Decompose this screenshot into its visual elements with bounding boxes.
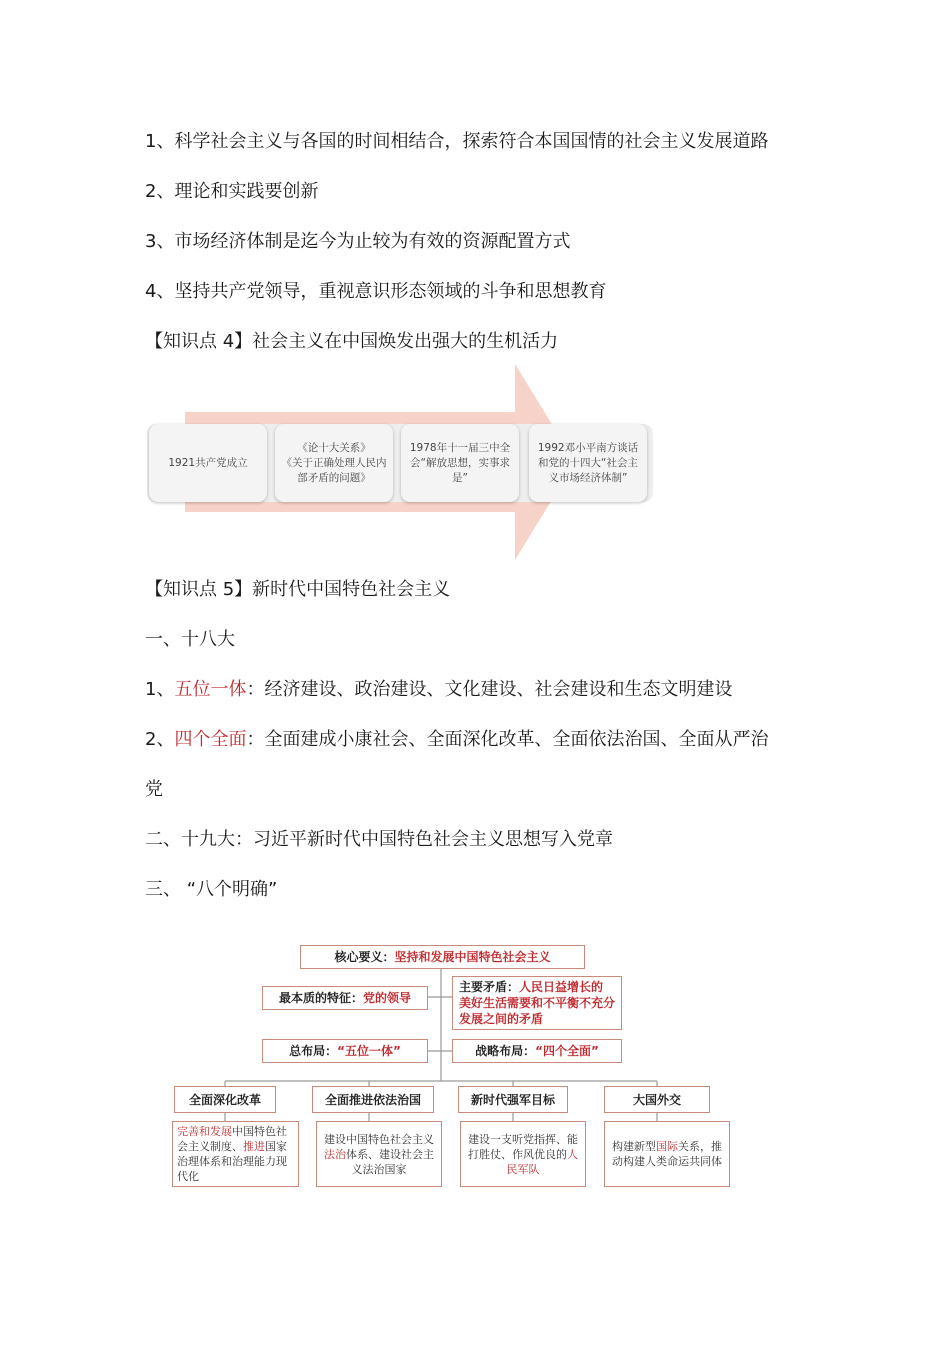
core-essence-box	[300, 945, 585, 969]
point-four-comprehensives	[145, 728, 768, 752]
detail-keyword: 人民军队	[506, 1147, 578, 1176]
section-19th-congress: 二、十九大：习近平新时代中国特色社会主义思想写入党章	[145, 829, 613, 850]
section-eight-clarifications: 三、 “八个明确”	[145, 879, 278, 900]
branch-detail-diplomacy	[604, 1121, 730, 1187]
strategic-layout-box	[452, 1039, 622, 1063]
detail-text: 中国特色社会主义制度、	[177, 1125, 287, 1153]
branch-title-diplomacy: 大国外交	[604, 1086, 710, 1113]
timeline-event-theory	[275, 424, 393, 502]
point-text: ：经济建设、政治建设、文化建设、社会建设和生态文明建设	[246, 679, 733, 700]
detail-keyword: 完善和发展	[177, 1125, 232, 1138]
point-five-in-one	[145, 678, 732, 702]
branch-title-reform: 全面深化改革	[174, 1086, 276, 1113]
essential-feature-label: 最本质的特征：	[278, 991, 363, 1005]
main-contradiction-label: 主要矛盾：	[459, 980, 520, 994]
branch-title-military: 新时代强军目标	[458, 1086, 568, 1113]
list-item-1: 1、科学社会主义与各国的时间相结合，探索符合本国国情的社会主义发展道路	[145, 131, 769, 152]
detail-keyword: 法治	[324, 1147, 346, 1161]
overall-layout-value: “五位一体”	[337, 1044, 401, 1058]
detail-text: 构建新型	[612, 1140, 656, 1153]
overall-layout-label: 总布局：	[289, 1044, 338, 1058]
branch-detail-rule-of-law	[316, 1121, 442, 1187]
core-essence-label: 核心要义：	[334, 950, 395, 964]
list-item-4: 4、坚持共产党领导，重视意识形态领域的斗争和思想教育	[145, 281, 607, 302]
main-contradiction-value: 人民日益增长的美好生活需要和不平衡不充分发展之间的矛盾	[459, 980, 616, 1026]
timeline-event-1978: 1978年十一届三中全会“解放思想，实事求是”	[401, 424, 519, 502]
point-text: ：全面建成小康社会、全面深化改革、全面依法治国、全面从严治	[246, 729, 769, 750]
list-item-3: 3、市场经济体制是迄今为止较为有效的资源配置方式	[145, 231, 571, 252]
detail-text: 体系、建设社会主义法治国家	[346, 1147, 434, 1176]
list-item-2: 2、理论和实践要创新	[145, 181, 319, 202]
detail-text: 建设一支听党指挥、能打胜仗、作风优良的	[468, 1132, 578, 1161]
detail-keyword: 国际	[656, 1140, 678, 1153]
keyword-five-in-one: 五位一体	[174, 679, 247, 700]
strategic-layout-label: 战略布局：	[475, 1044, 536, 1058]
main-contradiction-box	[452, 976, 622, 1030]
essential-feature-value: 党的领导	[363, 991, 412, 1005]
strategic-layout-value: “四个全面”	[535, 1044, 599, 1058]
core-essence-value: 坚持和发展中国特色社会主义	[394, 950, 551, 964]
point-text-continued: 党	[145, 779, 163, 800]
timeline-event-1992: 1992邓小平南方谈话和党的十四大“社会主义市场经济体制”	[529, 424, 647, 502]
keyword-four-comprehensives: 四个全面	[174, 729, 247, 750]
timeline-diagram	[145, 362, 665, 562]
timeline-event-1921: 1921共产党成立	[149, 424, 267, 502]
essential-feature-box	[262, 986, 428, 1010]
branch-detail-military	[460, 1121, 586, 1187]
section-18th-congress: 一、十八大	[145, 629, 235, 650]
point-number: 2、	[145, 729, 175, 750]
overall-layout-box	[262, 1039, 428, 1063]
detail-text: 国家治理体系和治理能力现代化	[177, 1140, 287, 1183]
branch-detail-reform	[172, 1121, 299, 1187]
knowledge-point-5-heading: 【知识点 5】新时代中国特色社会主义	[145, 579, 451, 600]
branch-title-rule-of-law: 全面推进依法治国	[312, 1086, 434, 1113]
knowledge-point-4-heading: 【知识点 4】社会主义在中国焕发出强大的生机活力	[145, 331, 559, 352]
point-number: 1、	[145, 679, 175, 700]
detail-text: 关系，推动构建人类命运共同体	[612, 1140, 722, 1168]
timeline-event-theory-text: 《论十大关系》 《关于正确处理人民内部矛盾的问题》	[281, 441, 387, 484]
detail-text: 建设中国特色社会主义	[324, 1132, 434, 1146]
detail-keyword: 推进	[243, 1140, 265, 1153]
eight-clarifications-map	[170, 940, 740, 1200]
